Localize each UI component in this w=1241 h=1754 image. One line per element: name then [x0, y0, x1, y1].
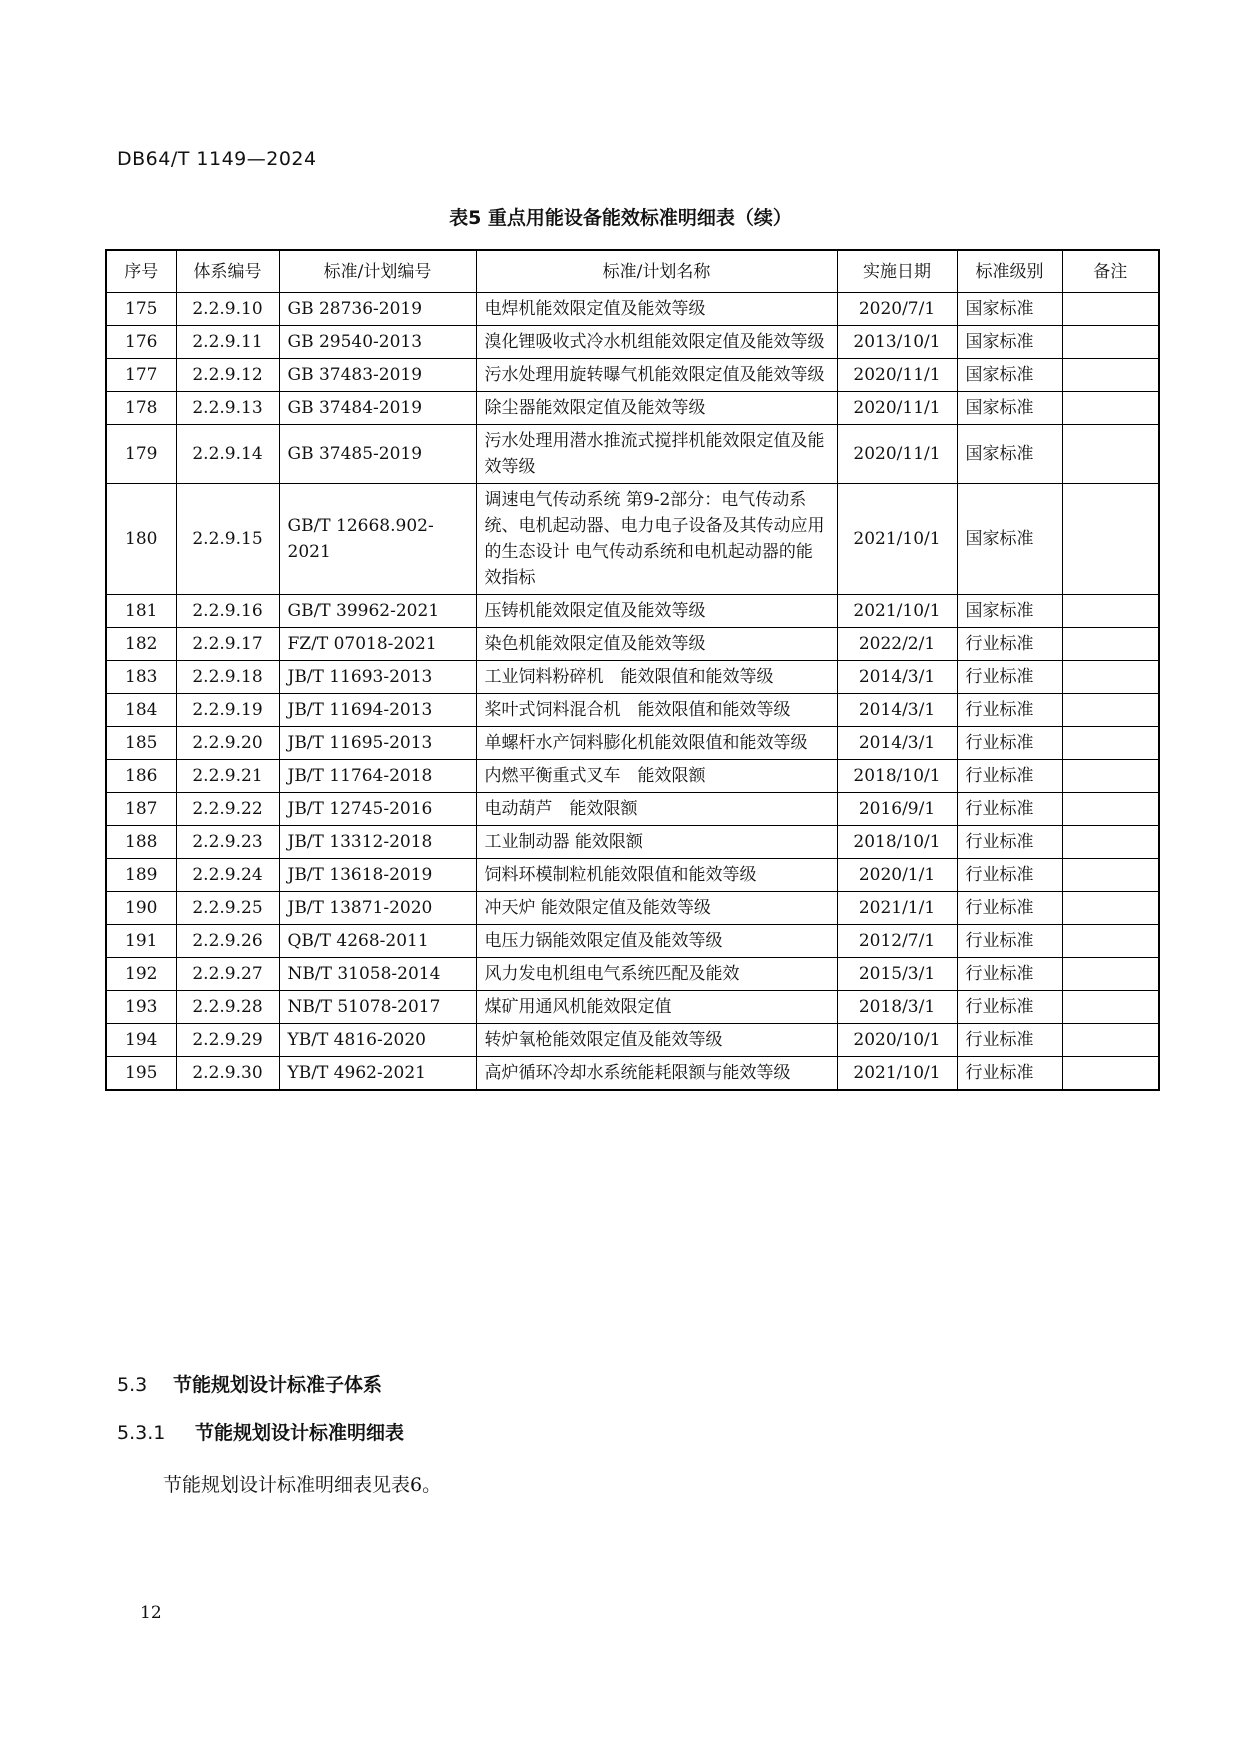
- cell-standard-name: 内燃平衡重式叉车 能效限额: [476, 760, 837, 793]
- cell-no: 193: [106, 991, 176, 1024]
- cell-no: 187: [106, 793, 176, 826]
- table-title: 表5 重点用能设备能效标准明细表（续）: [449, 207, 792, 229]
- cell-no: 176: [106, 326, 176, 359]
- cell-system-code: 2.2.9.28: [176, 991, 279, 1024]
- cell-standard-level: 国家标准: [957, 293, 1062, 326]
- cell-no: 185: [106, 727, 176, 760]
- cell-standard-number: JB/T 11693-2013: [279, 661, 476, 694]
- cell-effective-date: 2020/1/1: [837, 859, 957, 892]
- table-row: [106, 661, 1159, 694]
- cell-no: 194: [106, 1024, 176, 1057]
- cell-standard-name: 溴化锂吸收式冷水机组能效限定值及能效等级: [476, 326, 837, 359]
- cell-standard-name: 除尘器能效限定值及能效等级: [476, 392, 837, 425]
- cell-standard-level: 国家标准: [957, 484, 1062, 595]
- cell-standard-number: GB 37484-2019: [279, 392, 476, 425]
- cell-note: [1062, 425, 1159, 484]
- table-row: [106, 1057, 1159, 1091]
- col-header-date: 实施日期: [837, 250, 957, 293]
- cell-standard-number: QB/T 4268-2011: [279, 925, 476, 958]
- cell-standard-name: 高炉循环冷却水系统能耗限额与能效等级: [476, 1057, 837, 1091]
- cell-system-code: 2.2.9.29: [176, 1024, 279, 1057]
- cell-standard-level: 行业标准: [957, 793, 1062, 826]
- cell-standard-level: 国家标准: [957, 326, 1062, 359]
- cell-no: 175: [106, 293, 176, 326]
- cell-no: 182: [106, 628, 176, 661]
- section-5-3-1-heading: [117, 1418, 404, 1445]
- cell-standard-number: GB 29540-2013: [279, 326, 476, 359]
- table-row: [106, 359, 1159, 392]
- cell-effective-date: 2014/3/1: [837, 694, 957, 727]
- cell-standard-name: 压铸机能效限定值及能效等级: [476, 595, 837, 628]
- cell-effective-date: 2014/3/1: [837, 661, 957, 694]
- cell-standard-number: NB/T 51078-2017: [279, 991, 476, 1024]
- cell-system-code: 2.2.9.27: [176, 958, 279, 991]
- cell-standard-level: 行业标准: [957, 1024, 1062, 1057]
- cell-effective-date: 2013/10/1: [837, 326, 957, 359]
- cell-standard-number: GB 37485-2019: [279, 425, 476, 484]
- cell-system-code: 2.2.9.25: [176, 892, 279, 925]
- cell-system-code: 2.2.9.23: [176, 826, 279, 859]
- cell-note: [1062, 326, 1159, 359]
- cell-standard-level: 国家标准: [957, 392, 1062, 425]
- cell-note: [1062, 793, 1159, 826]
- cell-standard-level: 国家标准: [957, 359, 1062, 392]
- cell-system-code: 2.2.9.26: [176, 925, 279, 958]
- cell-no: 181: [106, 595, 176, 628]
- cell-effective-date: 2018/10/1: [837, 826, 957, 859]
- cell-note: [1062, 661, 1159, 694]
- cell-system-code: 2.2.9.19: [176, 694, 279, 727]
- cell-standard-number: JB/T 11694-2013: [279, 694, 476, 727]
- cell-note: [1062, 859, 1159, 892]
- cell-effective-date: 2020/11/1: [837, 392, 957, 425]
- cell-standard-level: 行业标准: [957, 826, 1062, 859]
- cell-note: [1062, 991, 1159, 1024]
- page-number: 12: [140, 1603, 162, 1623]
- cell-effective-date: 2021/10/1: [837, 1057, 957, 1091]
- cell-no: 184: [106, 694, 176, 727]
- cell-standard-level: 行业标准: [957, 958, 1062, 991]
- cell-effective-date: 2018/3/1: [837, 991, 957, 1024]
- cell-no: 178: [106, 392, 176, 425]
- cell-standard-name: 电动葫芦 能效限额: [476, 793, 837, 826]
- cell-note: [1062, 359, 1159, 392]
- cell-standard-name: 工业饲料粉碎机 能效限值和能效等级: [476, 661, 837, 694]
- cell-standard-number: FZ/T 07018-2021: [279, 628, 476, 661]
- cell-effective-date: 2021/10/1: [837, 484, 957, 595]
- table-row: [106, 628, 1159, 661]
- cell-standard-level: 行业标准: [957, 1057, 1062, 1091]
- col-header-code: 体系编号: [176, 250, 279, 293]
- body-paragraph: 节能规划设计标准明细表见表6。: [163, 1474, 442, 1496]
- cell-note: [1062, 1057, 1159, 1091]
- cell-note: [1062, 925, 1159, 958]
- cell-note: [1062, 958, 1159, 991]
- col-header-note: 备注: [1062, 250, 1159, 293]
- cell-system-code: 2.2.9.22: [176, 793, 279, 826]
- cell-effective-date: 2018/10/1: [837, 760, 957, 793]
- cell-standard-level: 行业标准: [957, 925, 1062, 958]
- col-header-std: 标准/计划编号: [279, 250, 476, 293]
- cell-standard-number: NB/T 31058-2014: [279, 958, 476, 991]
- cell-no: 190: [106, 892, 176, 925]
- cell-note: [1062, 595, 1159, 628]
- cell-effective-date: 2020/7/1: [837, 293, 957, 326]
- cell-note: [1062, 826, 1159, 859]
- cell-no: 188: [106, 826, 176, 859]
- cell-no: 192: [106, 958, 176, 991]
- cell-standard-level: 行业标准: [957, 991, 1062, 1024]
- cell-standard-number: YB/T 4962-2021: [279, 1057, 476, 1091]
- cell-system-code: 2.2.9.24: [176, 859, 279, 892]
- cell-standard-number: GB 28736-2019: [279, 293, 476, 326]
- cell-system-code: 2.2.9.16: [176, 595, 279, 628]
- cell-standard-level: 行业标准: [957, 628, 1062, 661]
- table-row: [106, 793, 1159, 826]
- cell-standard-number: JB/T 13871-2020: [279, 892, 476, 925]
- cell-standard-number: JB/T 11695-2013: [279, 727, 476, 760]
- table-row: [106, 293, 1159, 326]
- cell-effective-date: 2020/11/1: [837, 425, 957, 484]
- cell-standard-number: JB/T 12745-2016: [279, 793, 476, 826]
- cell-effective-date: 2014/3/1: [837, 727, 957, 760]
- cell-standard-number: JB/T 13312-2018: [279, 826, 476, 859]
- table-header-row: [106, 250, 1159, 293]
- table-row: [106, 1024, 1159, 1057]
- cell-standard-name: 污水处理用旋转曝气机能效限定值及能效等级: [476, 359, 837, 392]
- table-row: [106, 958, 1159, 991]
- cell-standard-number: JB/T 13618-2019: [279, 859, 476, 892]
- table-row: [106, 760, 1159, 793]
- table-row: [106, 694, 1159, 727]
- table-row: [106, 727, 1159, 760]
- table-row: [106, 484, 1159, 595]
- cell-system-code: 2.2.9.13: [176, 392, 279, 425]
- cell-effective-date: 2012/7/1: [837, 925, 957, 958]
- col-header-level: 标准级别: [957, 250, 1062, 293]
- cell-system-code: 2.2.9.11: [176, 326, 279, 359]
- cell-no: 195: [106, 1057, 176, 1091]
- cell-system-code: 2.2.9.15: [176, 484, 279, 595]
- table-row: [106, 425, 1159, 484]
- cell-note: [1062, 628, 1159, 661]
- table-row: [106, 892, 1159, 925]
- document-code: DB64/T 1149—2024: [117, 148, 317, 170]
- cell-no: 179: [106, 425, 176, 484]
- section-5-3-heading: [117, 1370, 382, 1397]
- cell-standard-name: 染色机能效限定值及能效等级: [476, 628, 837, 661]
- cell-standard-name: 单螺杆水产饲料膨化机能效限值和能效等级: [476, 727, 837, 760]
- cell-standard-level: 国家标准: [957, 425, 1062, 484]
- cell-effective-date: 2022/2/1: [837, 628, 957, 661]
- cell-standard-level: 行业标准: [957, 694, 1062, 727]
- cell-note: [1062, 293, 1159, 326]
- cell-standard-name: 转炉氧枪能效限定值及能效等级: [476, 1024, 837, 1057]
- cell-standard-level: 国家标准: [957, 595, 1062, 628]
- cell-effective-date: 2021/10/1: [837, 595, 957, 628]
- cell-standard-level: 行业标准: [957, 661, 1062, 694]
- cell-note: [1062, 392, 1159, 425]
- cell-system-code: 2.2.9.12: [176, 359, 279, 392]
- standards-table: [105, 249, 1160, 1091]
- cell-system-code: 2.2.9.18: [176, 661, 279, 694]
- cell-standard-name: 饲料环模制粒机能效限值和能效等级: [476, 859, 837, 892]
- cell-standard-name: 工业制动器 能效限额: [476, 826, 837, 859]
- cell-system-code: 2.2.9.14: [176, 425, 279, 484]
- cell-note: [1062, 484, 1159, 595]
- cell-note: [1062, 694, 1159, 727]
- table-row: [106, 826, 1159, 859]
- section-number: 5.3.1: [117, 1422, 166, 1444]
- cell-system-code: 2.2.9.17: [176, 628, 279, 661]
- table-row: [106, 595, 1159, 628]
- cell-no: 189: [106, 859, 176, 892]
- cell-standard-level: 行业标准: [957, 727, 1062, 760]
- cell-standard-name: 冲天炉 能效限定值及能效等级: [476, 892, 837, 925]
- cell-standard-number: GB 37483-2019: [279, 359, 476, 392]
- cell-standard-name: 风力发电机组电气系统匹配及能效: [476, 958, 837, 991]
- table-row: [106, 326, 1159, 359]
- cell-no: 180: [106, 484, 176, 595]
- cell-note: [1062, 1024, 1159, 1057]
- section-title: 节能规划设计标准明细表: [195, 1422, 405, 1444]
- cell-no: 191: [106, 925, 176, 958]
- cell-effective-date: 2016/9/1: [837, 793, 957, 826]
- cell-standard-name: 调速电气传动系统 第9-2部分：电气传动系统、电机起动器、电力电子设备及其传动应用的生态设计 电气传动系统和电机起动器的能效指标: [476, 484, 837, 595]
- cell-standard-number: GB/T 39962-2021: [279, 595, 476, 628]
- cell-standard-number: GB/T 12668.902-2021: [279, 484, 476, 595]
- col-header-no: 序号: [106, 250, 176, 293]
- cell-system-code: 2.2.9.20: [176, 727, 279, 760]
- cell-effective-date: 2020/11/1: [837, 359, 957, 392]
- cell-effective-date: 2021/1/1: [837, 892, 957, 925]
- cell-note: [1062, 760, 1159, 793]
- cell-no: 186: [106, 760, 176, 793]
- cell-standard-level: 行业标准: [957, 760, 1062, 793]
- cell-note: [1062, 727, 1159, 760]
- cell-no: 177: [106, 359, 176, 392]
- cell-system-code: 2.2.9.10: [176, 293, 279, 326]
- cell-system-code: 2.2.9.21: [176, 760, 279, 793]
- cell-system-code: 2.2.9.30: [176, 1057, 279, 1091]
- cell-standard-number: YB/T 4816-2020: [279, 1024, 476, 1057]
- cell-standard-number: JB/T 11764-2018: [279, 760, 476, 793]
- cell-effective-date: 2020/10/1: [837, 1024, 957, 1057]
- col-header-name: 标准/计划名称: [476, 250, 837, 293]
- cell-standard-name: 煤矿用通风机能效限定值: [476, 991, 837, 1024]
- cell-standard-name: 电压力锅能效限定值及能效等级: [476, 925, 837, 958]
- cell-standard-name: 污水处理用潜水推流式搅拌机能效限定值及能效等级: [476, 425, 837, 484]
- table-row: [106, 925, 1159, 958]
- section-title: 节能规划设计标准子体系: [173, 1374, 383, 1396]
- cell-standard-level: 行业标准: [957, 859, 1062, 892]
- table-row: [106, 991, 1159, 1024]
- cell-no: 183: [106, 661, 176, 694]
- section-number: 5.3: [117, 1374, 148, 1396]
- cell-standard-name: 桨叶式饲料混合机 能效限值和能效等级: [476, 694, 837, 727]
- cell-standard-level: 行业标准: [957, 892, 1062, 925]
- cell-standard-name: 电焊机能效限定值及能效等级: [476, 293, 837, 326]
- table-row: [106, 392, 1159, 425]
- cell-note: [1062, 892, 1159, 925]
- table-row: [106, 859, 1159, 892]
- cell-effective-date: 2015/3/1: [837, 958, 957, 991]
